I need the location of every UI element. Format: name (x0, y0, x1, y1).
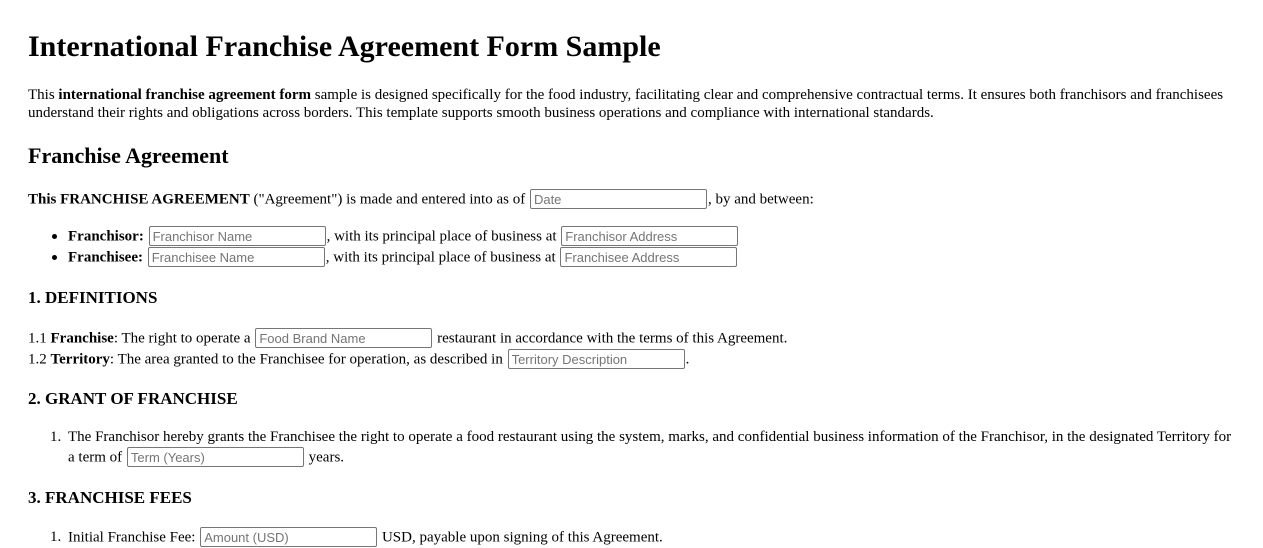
definition-territory (28, 349, 689, 370)
section-heading: Franchise Agreement (28, 143, 229, 168)
definition-text: : The area granted to the Franchisee for operation, as described in (109, 351, 503, 368)
agreement-text: ("Agreement") is made and entered into as of (249, 191, 526, 208)
definition-suffix: restaurant in accordance with the terms of this Agreement. (433, 330, 788, 347)
definition-term: Franchise (50, 330, 114, 347)
bullet-icon (52, 255, 57, 260)
intro-paragraph (28, 86, 1233, 122)
amount-usd-input[interactable] (200, 527, 377, 547)
franchisee-label: Franchisee: (68, 249, 143, 266)
party-franchisor (68, 226, 739, 247)
intro-prefix: This (28, 87, 59, 103)
page-title: International Franchise Agreement Form Sample (28, 30, 661, 63)
definition-term: Territory (50, 351, 110, 368)
franchisee-address-input[interactable] (560, 247, 737, 267)
fees-text: Initial Franchise Fee: (68, 529, 196, 546)
grant-heading: 2. GRANT OF FRANCHISE (28, 389, 238, 408)
franchisee-middle: , with its principal place of business at (325, 249, 556, 266)
grant-item (50, 428, 1233, 468)
intro-bold: international franchise agreement form (58, 87, 312, 103)
bullet-icon (52, 234, 57, 239)
agreement-line (28, 189, 814, 210)
fees-suffix: USD, payable upon signing of this Agreement. (378, 529, 663, 546)
fees-item (50, 527, 663, 548)
grant-suffix: years. (304, 449, 345, 466)
definition-number: 1.2 (28, 351, 51, 368)
date-input[interactable] (530, 189, 707, 209)
food-brand-input[interactable] (255, 328, 432, 348)
definitions-heading: 1. DEFINITIONS (28, 288, 158, 307)
intro-suffix: sample is designed specifically for the food industry, facilitating clear and comprehensive contractual terms. It ensures both franchisors and franchisees understand their rights and obligations across borders. This template supports smooth business operations and compliance with international standards. (28, 87, 1224, 121)
territory-description-input[interactable] (508, 349, 685, 369)
franchisor-name-input[interactable] (149, 226, 326, 246)
party-franchisee (68, 247, 738, 268)
term-years-input[interactable] (127, 447, 304, 467)
agreement-bold: This FRANCHISE AGREEMENT (28, 191, 250, 208)
franchisor-middle: , with its principal place of business at (326, 228, 557, 245)
franchisor-label: Franchisor: (68, 228, 144, 245)
franchisee-name-input[interactable] (148, 247, 325, 267)
definition-suffix: . (685, 351, 690, 368)
definition-number: 1.1 (28, 330, 51, 347)
franchisor-address-input[interactable] (561, 226, 738, 246)
list-number: 1. (50, 429, 62, 445)
agreement-suffix: , by and between: (707, 191, 814, 208)
fees-heading: 3. FRANCHISE FEES (28, 488, 192, 507)
grant-text: The Franchisor hereby grants the Franchisee the right to operate a food restaurant using the system, marks, and confidential business information of the Franchisor, in the designated Territory for a term of (68, 429, 1232, 466)
definition-franchise (28, 328, 787, 349)
definition-text: : The right to operate a (113, 330, 251, 347)
list-number: 1. (50, 529, 62, 545)
